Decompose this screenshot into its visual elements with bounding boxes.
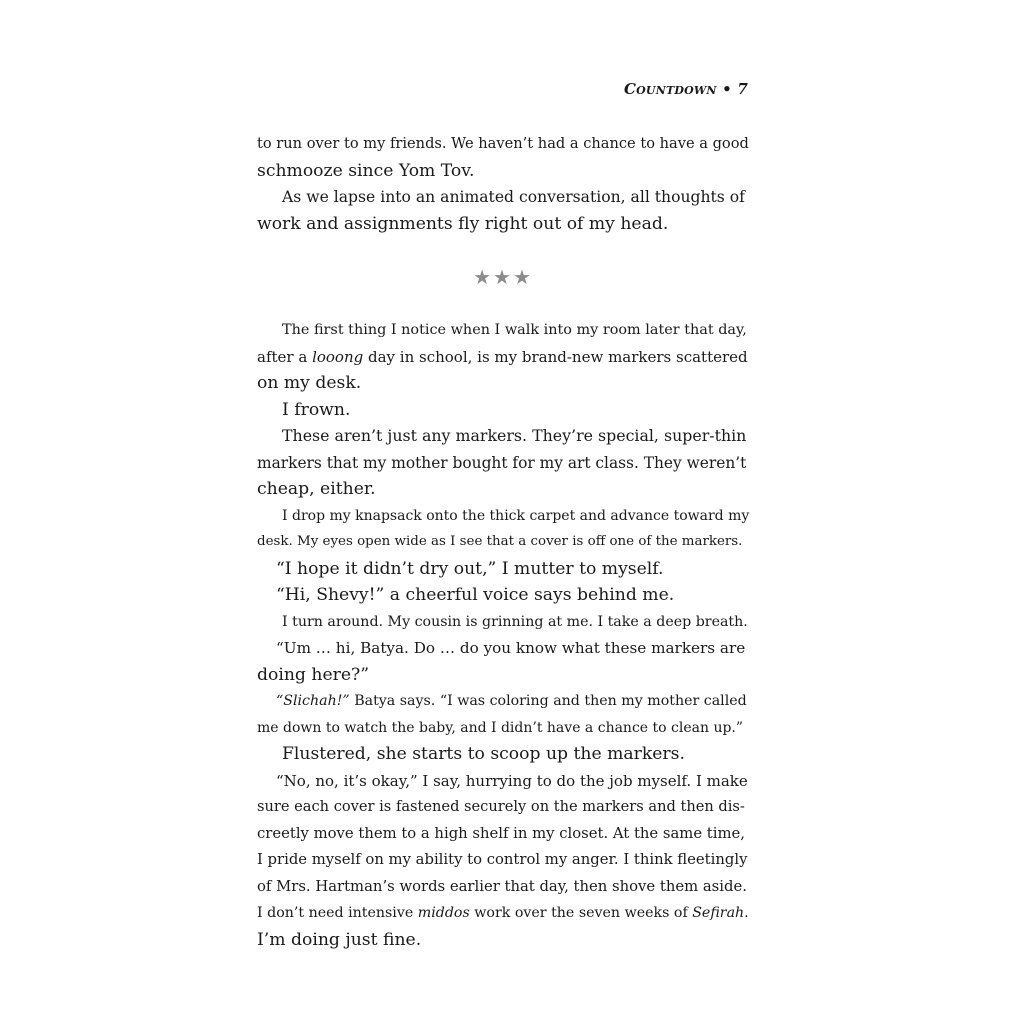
- text-line: “Um … hi, Batya. Do … do you know what these markers are: [276, 639, 746, 657]
- italic-run: “Slichah!”: [276, 693, 350, 709]
- text-line: I turn around. My cousin is grinning at me. I take a deep breath.: [282, 613, 748, 630]
- text-line: I drop my knapsack onto the thick carpet and advance toward my: [282, 507, 750, 524]
- running-head-bullet: •: [722, 80, 732, 98]
- text-line: desk. My eyes open wide as I see that a cover is off one of the markers.: [257, 534, 743, 549]
- text-line: I pride myself on my ability to control my anger. I think fleetingly: [257, 851, 748, 868]
- text-line: schmooze since Yom Tov.: [257, 160, 475, 181]
- text-line: [257, 688, 749, 715]
- text-line: “I hope it didn’t dry out,” I mutter to myself.: [276, 558, 664, 579]
- running-head: [624, 80, 748, 98]
- text-line: [257, 344, 749, 371]
- text-run: .: [744, 905, 749, 921]
- text-line: [257, 900, 749, 927]
- text-line: These aren’t just any markers. They’re special, super-thin: [282, 426, 747, 445]
- italic-run: middos: [417, 905, 470, 921]
- text-line: cheap, either.: [257, 479, 376, 499]
- text-line: I frown.: [282, 399, 351, 420]
- text-line: creetly move them to a high shelf in my closet. At the same time,: [257, 824, 745, 842]
- text-line: Flustered, she starts to scoop up the markers.: [282, 744, 685, 764]
- text-run: after a: [257, 347, 313, 366]
- section-break-ornament: ★★★: [473, 264, 533, 289]
- text-line: work and assignments fly right out of my head.: [257, 213, 669, 234]
- text-line: The first thing I notice when I walk into my room later that day,: [282, 322, 747, 338]
- text-line: sure each cover is fastened securely on the markers and then dis-: [257, 798, 745, 815]
- text-line: markers that my mother bought for my art class. They weren’t: [257, 453, 747, 472]
- text-line: on my desk.: [257, 373, 362, 393]
- text-line: “Hi, Shevy!” a cheerful voice says behind me.: [276, 585, 675, 605]
- text-line: me down to watch the baby, and I didn’t have a chance to clean up.”: [257, 719, 744, 736]
- text-run: I don’t need intensive: [257, 905, 418, 921]
- text-line: doing here?”: [257, 664, 370, 685]
- italic-run: Sefirah: [692, 905, 745, 921]
- running-head-title: Countdown: [624, 80, 717, 98]
- text-line: of Mrs. Hartman’s words earlier that day, then shove them aside.: [257, 877, 747, 895]
- text-run: day in school, is my brand-new markers scattered: [363, 347, 748, 366]
- text-line: As we lapse into an animated conversation, all thoughts of: [282, 188, 745, 206]
- body-text: [257, 131, 749, 953]
- text-line: “No, no, it’s okay,” I say, hurrying to do the job myself. I make: [276, 771, 748, 790]
- text-line: to run over to my friends. We haven’t had a chance to have a good: [257, 135, 749, 152]
- italic-run: looong: [312, 347, 364, 366]
- text-run: Batya says. “I was coloring and then my mother called: [349, 693, 747, 709]
- text-line: I’m doing just fine.: [257, 929, 422, 950]
- page-number: 7: [737, 80, 748, 98]
- text-run: work over the seven weeks of: [469, 905, 693, 921]
